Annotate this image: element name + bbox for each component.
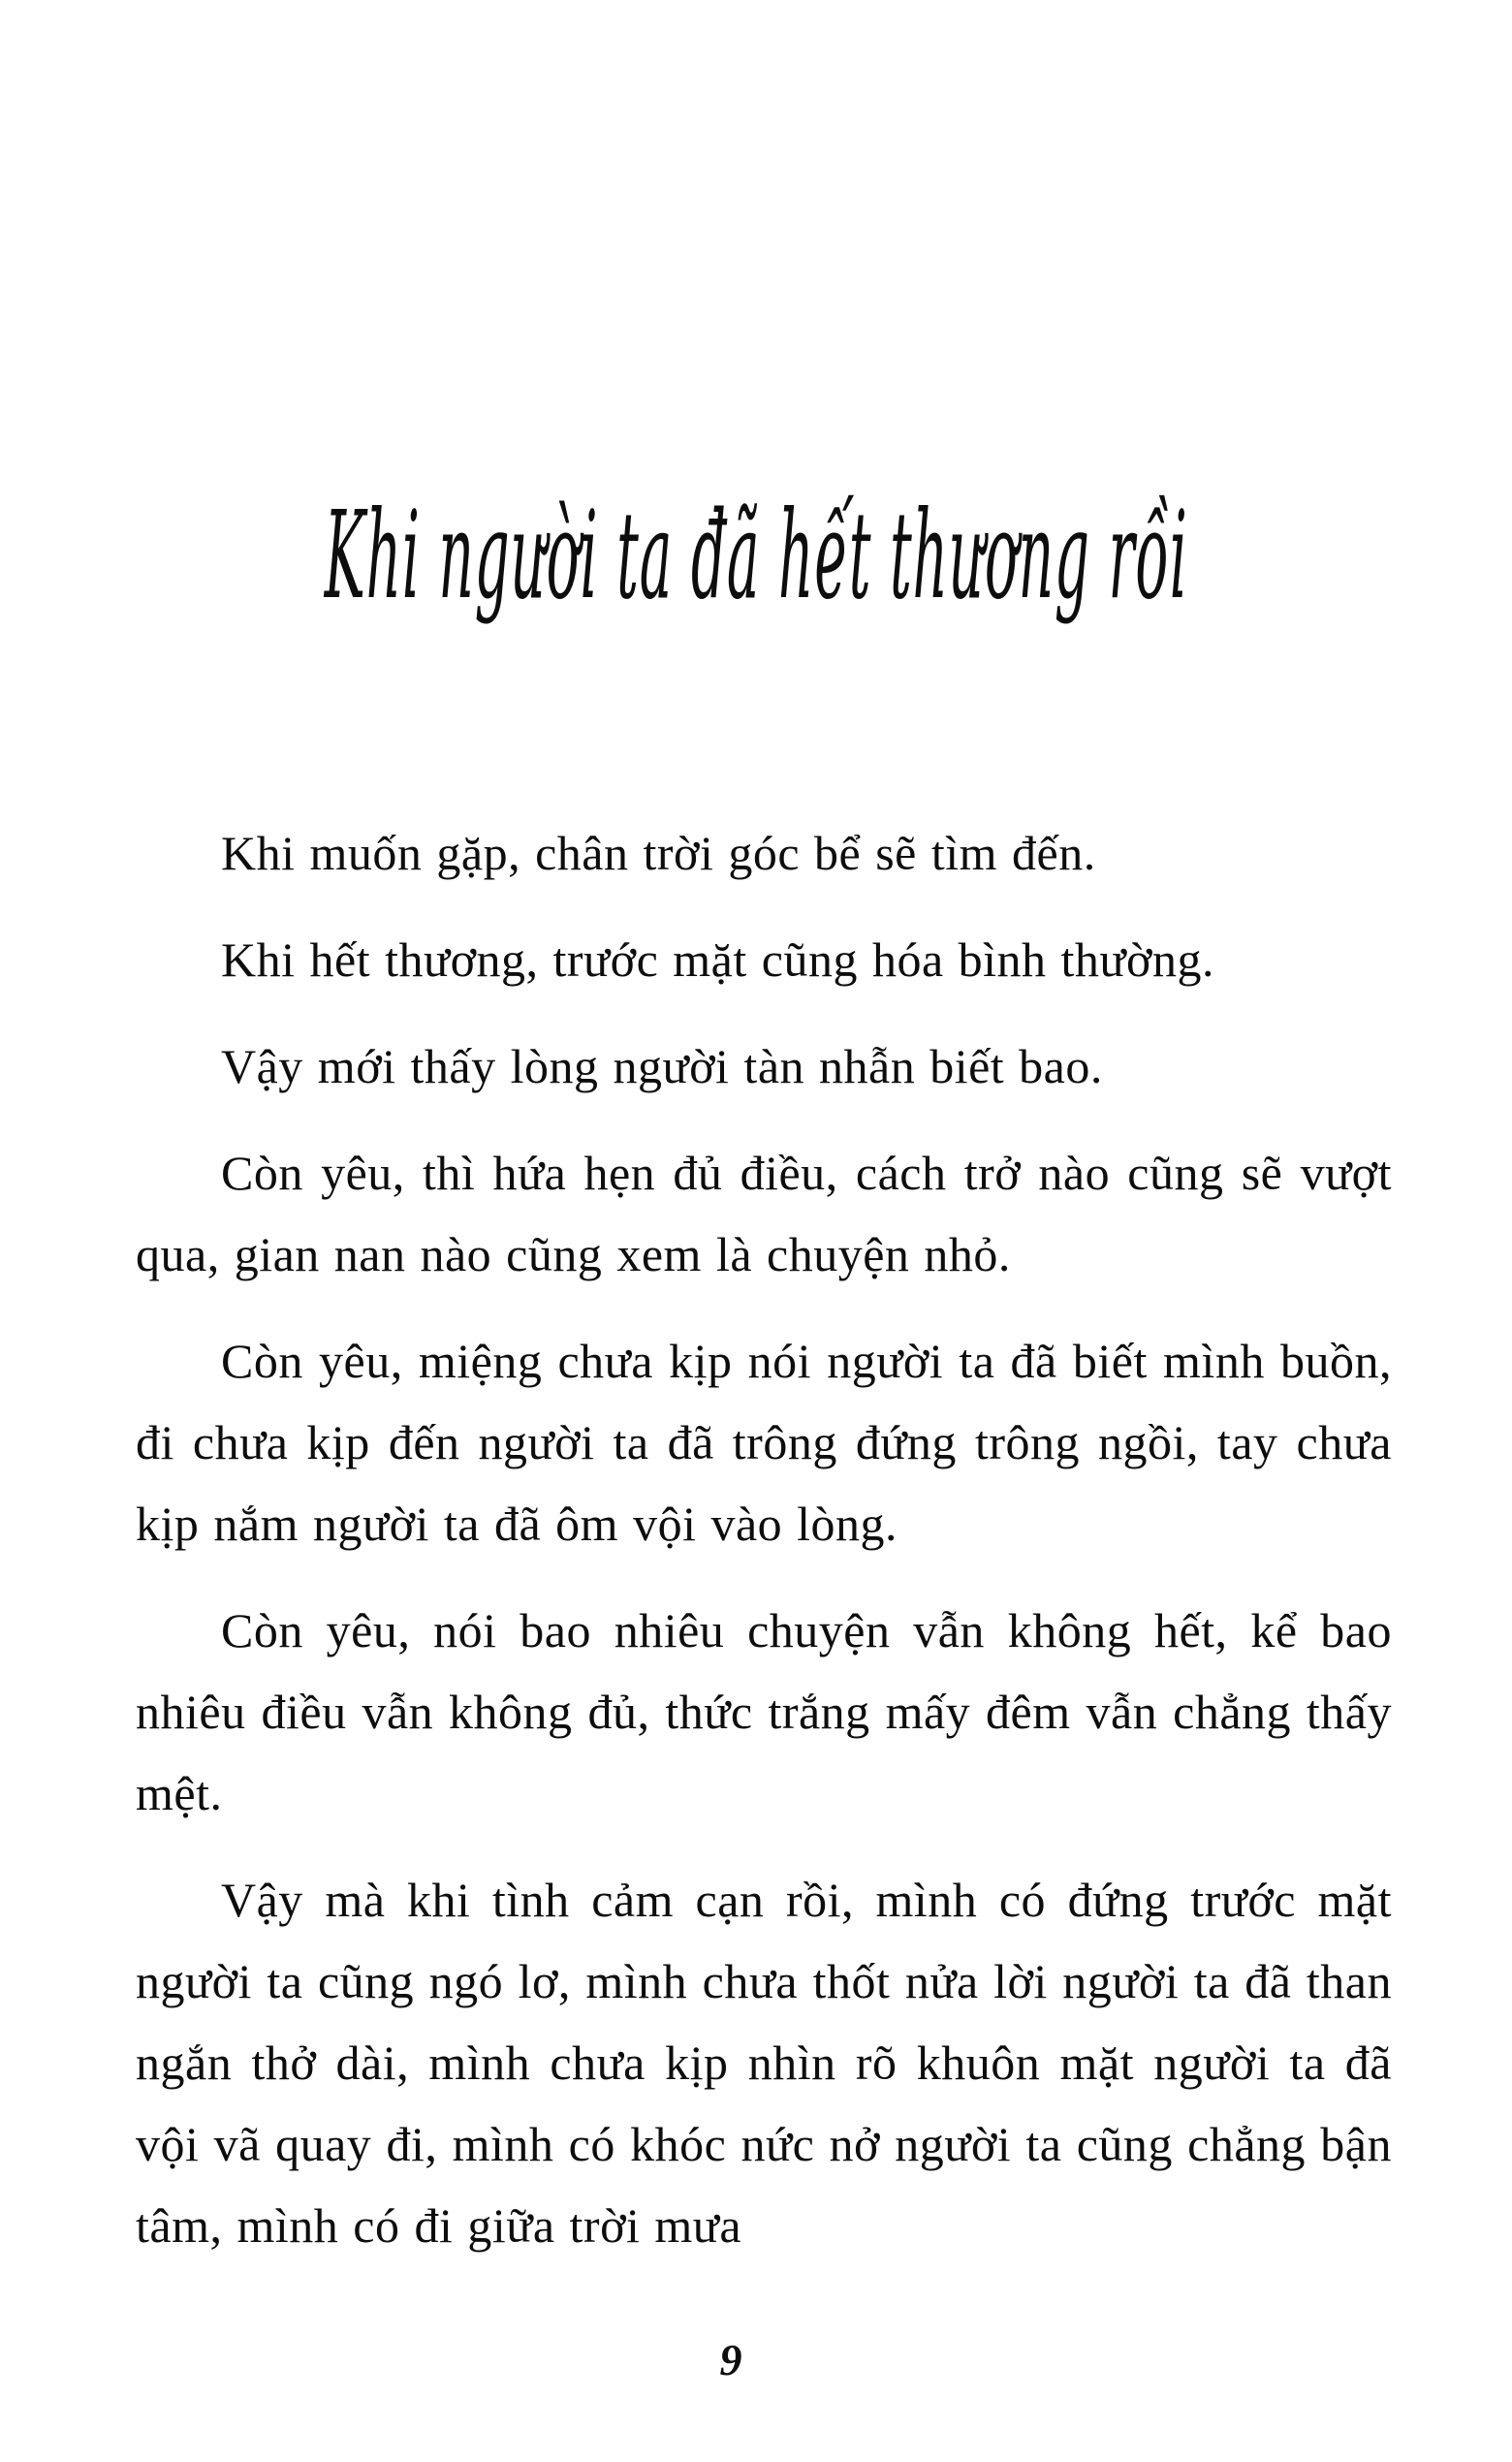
paragraph: Còn yêu, miệng chưa kịp nói người ta đã biết mình buồn, đi chưa kịp đến người ta đã trông đứng trông ngồi, tay chưa kịp nắm người ta đã ôm vội vào lòng. xyxy=(136,1334,1392,1551)
body-text xyxy=(136,812,1392,2291)
paragraph: Khi muốn gặp, chân trời góc bể sẽ tìm đến. xyxy=(221,826,1096,880)
chapter-title: Khi người ta đã hết thương rồi xyxy=(324,487,1188,628)
page-number: 9 xyxy=(719,2335,742,2384)
paragraph: Khi hết thương, trước mặt cũng hóa bình thường. xyxy=(221,932,1214,987)
paragraph: Vậy mà khi tình cảm cạn rồi, mình có đứng trước mặt người ta cũng ngó lơ, mình chưa thốt nửa lời người ta đã than ngắn thở dài, mình chưa kịp nhìn rõ khuôn mặt người ta đã vội vã quay đi, mình có khóc nức nở người ta cũng chẳng bận tâm, mình có đi giữa trời mưa xyxy=(136,1873,1392,2253)
paragraph: Còn yêu, thì hứa hẹn đủ điều, cách trở nào cũng sẽ vượt qua, gian nan nào cũng xem là chuyện nhỏ. xyxy=(136,1146,1392,1281)
chapter-title-area xyxy=(0,487,1512,742)
paragraph: Vậy mới thấy lòng người tàn nhẫn biết bao. xyxy=(221,1039,1103,1093)
paragraph: Còn yêu, nói bao nhiêu chuyện vẫn không hết, kể bao nhiêu điều vẫn không đủ, thức trắng mấy đêm vẫn chẳng thấy mệt. xyxy=(136,1603,1392,1820)
